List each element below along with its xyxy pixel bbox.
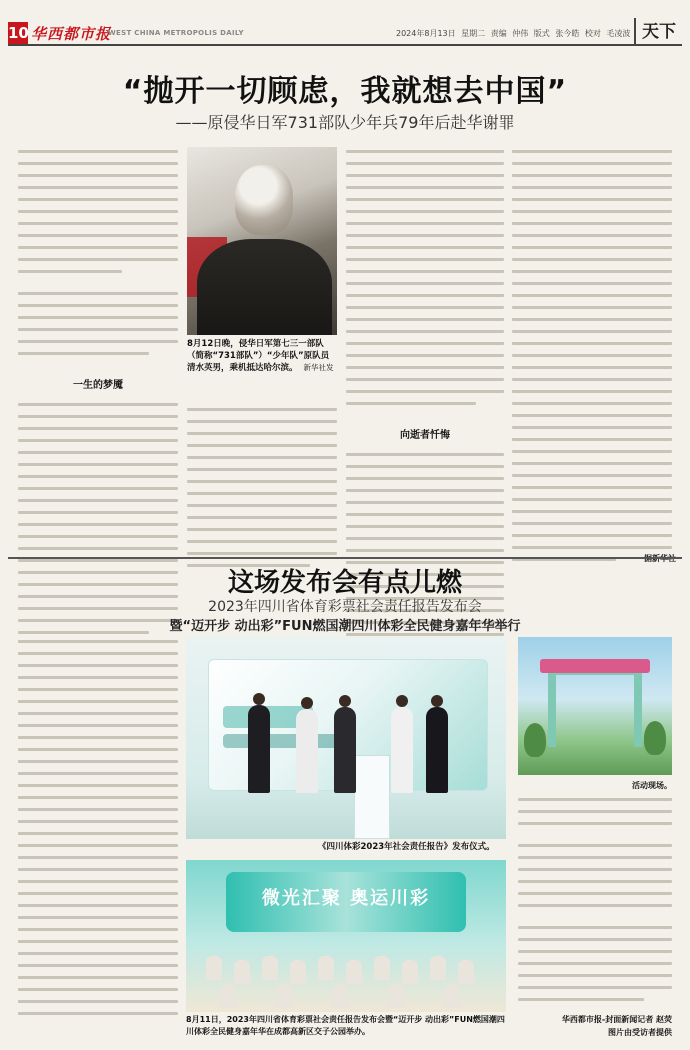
section-tag: 天下 xyxy=(634,18,682,46)
article2-column-3 xyxy=(518,798,672,1010)
screen-banner-text: 微光汇聚 奥运川彩 xyxy=(261,888,431,909)
photo-source-credit: 图片由受访者提供 xyxy=(608,1028,672,1037)
page-number: 10 xyxy=(8,24,29,42)
article2-column-1 xyxy=(18,640,178,1024)
article2-headline: 这场发布会有点儿燃 xyxy=(227,568,462,598)
article2-credits xyxy=(562,1013,672,1039)
hideo-shimizu-photo xyxy=(187,147,337,335)
masthead xyxy=(8,22,682,46)
article-divider xyxy=(8,557,682,559)
newspaper-logo: 华西都市报 xyxy=(31,25,112,43)
article1-column-4 xyxy=(512,150,672,570)
article1-headline: “抛开一切顾虑，我就想去中国” xyxy=(122,74,568,109)
issue-info: 2024年8月13日 星期二 责编 仲伟 版式 张今皓 校对 毛凌波 xyxy=(396,29,631,38)
audience-photo-caption: 8月11日，2023年四川省体育彩票社会责任报告发布会暨“迈开步 动出彩”FUN燃国潮四川体彩全民健身嘉年华在成都高新区交子公园举办。 xyxy=(186,1015,505,1036)
section-head-repentance: 向逝者忏悔 xyxy=(400,430,450,441)
newspaper-name-english: WEST CHINA METROPOLIS DAILY xyxy=(108,29,244,37)
article1-photo-caption xyxy=(187,338,337,374)
photo-caption-text: 8月12日晚，侵华日军第七三一部队（简称“731部队”）“少年队”原队员清水英男，乘机抵达哈尔滨。 xyxy=(187,339,330,373)
ceremony-photo-caption: 《四川体彩2023年社会责任报告》发布仪式。 xyxy=(318,842,495,852)
reporter-credit: 华西都市报-封面新闻记者 赵荧 xyxy=(561,1015,672,1024)
article1-column-2 xyxy=(187,408,337,576)
section-head-nightmare: 一生的梦魇 xyxy=(73,380,123,391)
article2-subheadline-2: 暨“迈开步 动出彩”FUN燃国潮四川体彩全民健身嘉年华举行 xyxy=(169,619,521,634)
carnival-audience-photo xyxy=(186,860,506,1012)
event-venue-photo xyxy=(518,637,672,775)
article2-subheadline-1: 2023年四川省体育彩票社会责任报告发布会 xyxy=(208,599,482,615)
article1-subheadline: ——原侵华日军731部队少年兵79年后赴华谢罪 xyxy=(175,113,515,132)
photo-credit: 新华社发 xyxy=(303,363,334,372)
venue-photo-caption: 活动现场。 xyxy=(632,781,672,790)
report-release-ceremony-photo xyxy=(186,637,506,839)
